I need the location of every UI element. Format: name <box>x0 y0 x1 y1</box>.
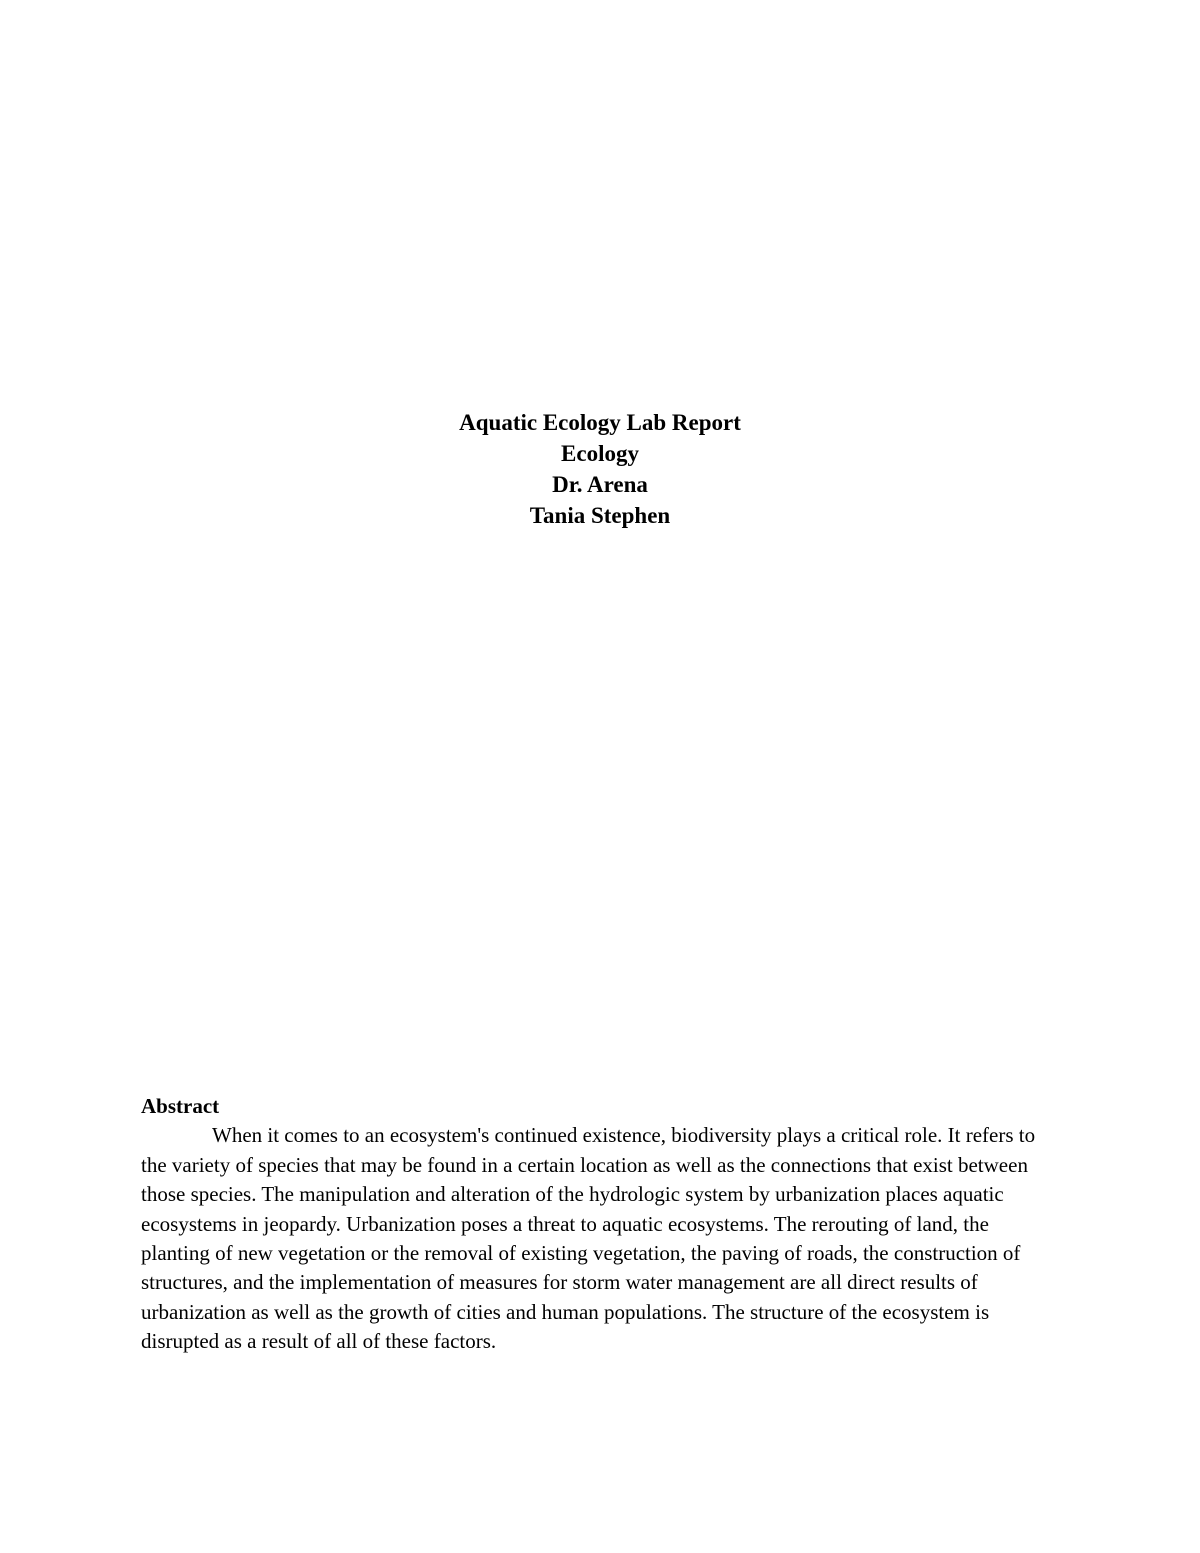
report-title: Aquatic Ecology Lab Report <box>459 410 741 435</box>
author-name: Tania Stephen <box>529 503 671 528</box>
abstract-section <box>141 1092 1056 1357</box>
instructor-name: Dr. Arena <box>552 472 648 497</box>
title-block <box>0 407 1200 531</box>
abstract-body: When it comes to an ecosystem's continued existence, biodiversity plays a critical role. It refers to the variety of species that may be found in a certain location as well as the connections that exist between those species. The manipulation and alteration of the hydrologic system by urbanization places aquatic ecosystems in jeopardy. Urbanization poses a threat to aquatic ecosystems. The rerouting of land, the planting of new vegetation or the removal of existing vegetation, the paving of roads, the construction of structures, and the implementation of measures for storm water management are all direct results of urbanization as well as the growth of cities and human populations. The structure of the ecosystem is disrupted as a result of all of these factors. <box>141 1123 1036 1354</box>
abstract-heading: Abstract <box>141 1094 220 1118</box>
course-name: Ecology <box>561 441 639 466</box>
